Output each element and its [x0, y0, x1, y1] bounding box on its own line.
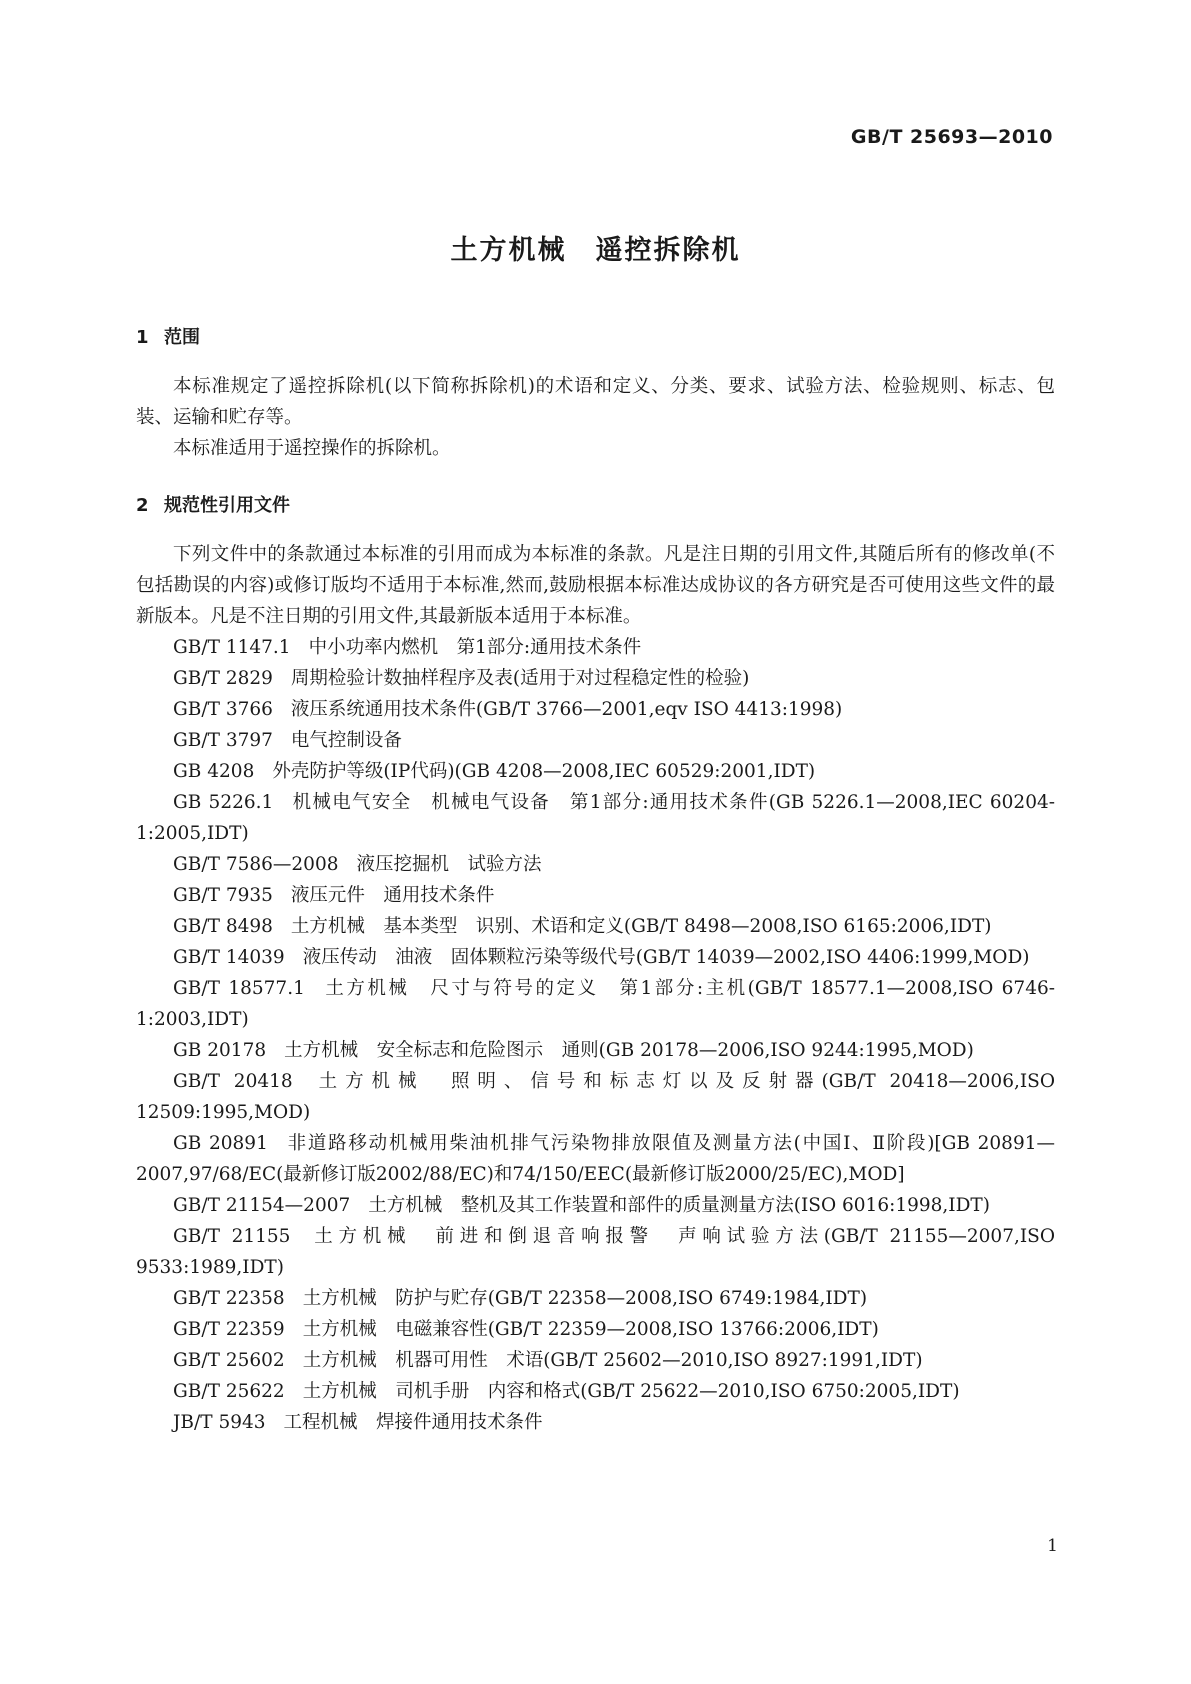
reference-list: [136, 632, 1055, 1438]
reference-item: [136, 1066, 1055, 1128]
reference-item: [136, 694, 1055, 725]
document-body: [136, 322, 1055, 1438]
reference-title: 土方机械 前进和倒退音响报警 声响试验方法(GB/T 21155—2007,ISO 9533:1989,IDT): [136, 1226, 1055, 1278]
reference-item: [136, 1314, 1055, 1345]
paragraph: 本标准适用于遥控操作的拆除机。: [173, 438, 451, 459]
reference-item: [136, 1376, 1055, 1407]
reference-item: [136, 1407, 1055, 1438]
section-number: 1: [136, 327, 149, 348]
reference-item: [136, 911, 1055, 942]
reference-title: 土方机械 安全标志和危险图示 通则(GB 20178—2006,ISO 9244:1995,MOD): [284, 1040, 974, 1061]
reference-code: GB/T 1147.1: [173, 637, 291, 658]
section-title: 规范性引用文件: [164, 495, 290, 516]
reference-title: 电气控制设备: [290, 730, 402, 751]
reference-code: GB/T 14039: [173, 947, 285, 968]
reference-title: 外壳防护等级(IP代码)(GB 4208—2008,IEC 60529:2001,IDT): [272, 761, 816, 782]
reference-item: [136, 725, 1055, 756]
reference-title: 土方机械 防护与贮存(GB/T 22358—2008,ISO 6749:1984,IDT): [302, 1288, 868, 1309]
reference-title: 液压挖掘机 试验方法: [356, 854, 542, 875]
reference-code: GB 20891: [173, 1133, 268, 1154]
reference-item: [136, 1190, 1055, 1221]
reference-title: 土方机械 电磁兼容性(GB/T 22359—2008,ISO 13766:2006,IDT): [302, 1319, 879, 1340]
reference-item: [136, 632, 1055, 663]
reference-item: [136, 787, 1055, 849]
paragraph: 下列文件中的条款通过本标准的引用而成为本标准的条款。凡是注日期的引用文件,其随后所有的修改单(不包括勘误的内容)或修订版均不适用于本标准,然而,鼓励根据本标准达成协议的各方研究是否可使用这些文件的最新版本。凡是不注日期的引用文件,其最新版本适用于本标准。: [136, 544, 1055, 627]
reference-title: 液压传动 油液 固体颗粒污染等级代号(GB/T 14039—2002,ISO 4406:1999,MOD): [302, 947, 1030, 968]
reference-title: 机械电气安全 机械电气设备 第1部分:通用技术条件(GB 5226.1—2008,IEC 60204-1:2005,IDT): [136, 792, 1055, 844]
reference-code: GB/T 7586—2008: [173, 854, 339, 875]
reference-item: [136, 880, 1055, 911]
reference-item: [136, 1128, 1055, 1190]
reference-item: [136, 1283, 1055, 1314]
section-heading: [136, 322, 1055, 353]
reference-item: [136, 1035, 1055, 1066]
reference-code: GB/T 3766: [173, 699, 273, 720]
reference-code: GB/T 2829: [173, 668, 273, 689]
reference-item: [136, 973, 1055, 1035]
reference-code: GB/T 25622: [173, 1381, 285, 1402]
reference-code: GB/T 18577.1: [173, 978, 305, 999]
reference-title: 土方机械 整机及其工作装置和部件的质量测量方法(ISO 6016:1998,IDT): [368, 1195, 990, 1216]
reference-item: [136, 663, 1055, 694]
reference-code: GB/T 21155: [173, 1226, 291, 1247]
reference-title: 土方机械 机器可用性 术语(GB/T 25602—2010,ISO 8927:1991,IDT): [302, 1350, 923, 1371]
section-number: 2: [136, 495, 149, 516]
reference-item: [136, 849, 1055, 880]
reference-code: GB/T 3797: [173, 730, 273, 751]
reference-title: 土方机械 尺寸与符号的定义 第1部分:主机(GB/T 18577.1—2008,ISO 6746-1:2003,IDT): [136, 978, 1055, 1030]
reference-code: GB/T 20418: [173, 1071, 293, 1092]
reference-item: [136, 756, 1055, 787]
document-title: 土方机械 遥控拆除机: [450, 235, 741, 266]
reference-code: GB/T 22359: [173, 1319, 285, 1340]
reference-item: [136, 1345, 1055, 1376]
reference-title: 液压系统通用技术条件(GB/T 3766—2001,eqv ISO 4413:1998): [290, 699, 843, 720]
page-number: 1: [1047, 1536, 1058, 1556]
reference-title: 液压元件 通用技术条件: [290, 885, 495, 906]
reference-title: 中小功率内燃机 第1部分:通用技术条件: [308, 637, 642, 658]
reference-title: 周期检验计数抽样程序及表(适用于对过程稳定性的检验): [290, 668, 750, 689]
reference-title: 工程机械 焊接件通用技术条件: [283, 1412, 543, 1433]
reference-code: GB 5226.1: [173, 792, 274, 813]
reference-code: JB/T 5943: [173, 1412, 266, 1433]
reference-code: GB/T 21154—2007: [173, 1195, 351, 1216]
reference-code: GB/T 25602: [173, 1350, 285, 1371]
reference-title: 土方机械 基本类型 识别、术语和定义(GB/T 8498—2008,ISO 6165:2006,IDT): [290, 916, 992, 937]
reference-item: [136, 942, 1055, 973]
reference-code: GB/T 8498: [173, 916, 273, 937]
reference-code: GB/T 7935: [173, 885, 273, 906]
reference-code: GB 20178: [173, 1040, 267, 1061]
reference-title: 土方机械 照明、信号和标志灯以及反射器(GB/T 20418—2006,ISO 12509:1995,MOD): [136, 1071, 1055, 1123]
paragraph: 本标准规定了遥控拆除机(以下简称拆除机)的术语和定义、分类、要求、试验方法、检验规则、标志、包装、运输和贮存等。: [136, 376, 1055, 428]
reference-code: GB 4208: [173, 761, 255, 782]
reference-title: 土方机械 司机手册 内容和格式(GB/T 25622—2010,ISO 6750:2005,IDT): [302, 1381, 960, 1402]
standard-code: GB/T 25693—2010: [850, 126, 1053, 148]
reference-item: [136, 1221, 1055, 1283]
reference-title: 非道路移动机械用柴油机排气污染物排放限值及测量方法(中国Ⅰ、Ⅱ阶段)[GB 20891—2007,97/68/EC(最新修订版2002/88/EC)和74/150/EEC(最新修订版2000/25/EC),MOD]: [136, 1133, 1055, 1185]
reference-code: GB/T 22358: [173, 1288, 285, 1309]
section-title: 范围: [164, 327, 200, 348]
section-heading: [136, 490, 1055, 521]
